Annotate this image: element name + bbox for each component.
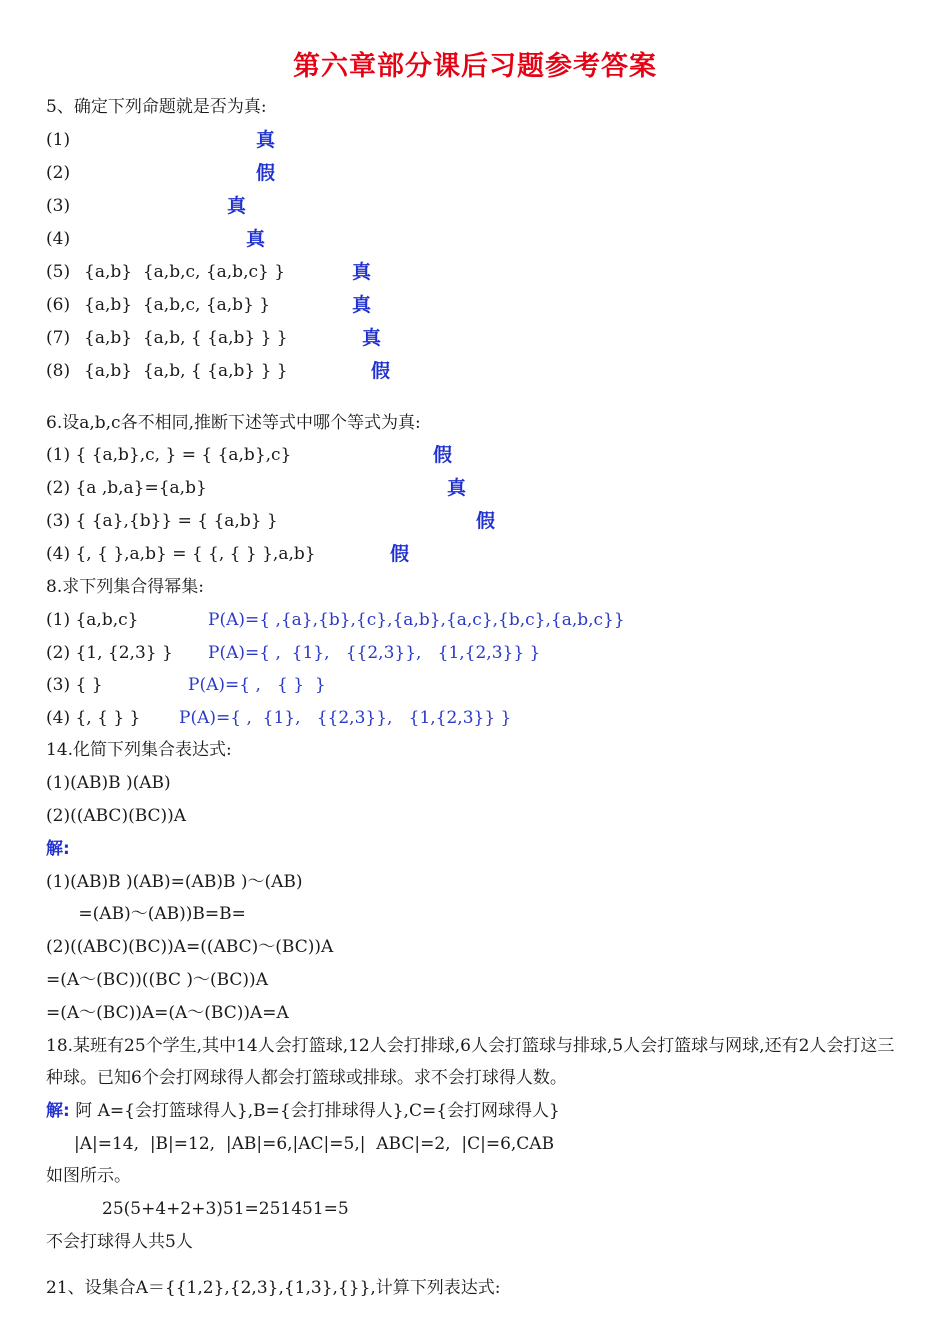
q5-item-2-answer: 假	[256, 162, 276, 184]
q18-solve-line	[46, 1100, 560, 1122]
q5-item-8-expr: {a,b} {a,b, { {a,b} } }	[84, 361, 288, 381]
q14-line-2: (2)((ABC)(BC))A	[46, 806, 187, 826]
q5-item-1-answer: 真	[256, 129, 276, 151]
q14-solution-3: (2)((ABC)(BC))A=((ABC)～(BC))A	[46, 937, 334, 957]
q14-solution-1: (1)(AB)B )(AB)=(AB)B )～(AB)	[46, 872, 303, 892]
q6-item-1-answer: 假	[433, 444, 453, 466]
q8-item-3: (3) { }	[46, 675, 103, 695]
q5-item-7-answer: 真	[362, 327, 382, 349]
q14-heading: 14.化简下列集合表达式:	[46, 740, 232, 760]
q8-item-1: (1) {a,b,c}	[46, 610, 139, 630]
q5-item-6-answer: 真	[352, 294, 372, 316]
q5-item-4-answer: 真	[246, 228, 266, 250]
q8-item-4-answer: P(A)={ , {1}, {{2,3}}, {1,{2,3}} }	[179, 708, 512, 728]
page-title: 第六章部分课后习题参考答案	[293, 51, 657, 82]
q5-item-8-answer: 假	[371, 360, 391, 382]
q5-item-5-expr: {a,b} {a,b,c, {a,b,c} }	[84, 262, 286, 282]
q8-item-3-answer: P(A)={ , { } }	[188, 675, 326, 695]
q18-solve-text: 阿 A={会打篮球得人},B={会打排球得人},C={会打网球得人}	[75, 1101, 560, 1121]
q5-item-1-label: (1)	[46, 130, 71, 150]
q5-item-7-label: (7)	[46, 328, 71, 348]
q14-line-1: (1)(AB)B )(AB)	[46, 773, 171, 793]
q14-solution-5: =(A～(BC))A=(A～(BC))A=A	[46, 1003, 289, 1023]
q21-heading: 21、设集合A＝{{1,2},{2,3},{1,3},{}},计算下列表达式:	[46, 1278, 501, 1298]
q6-item-1: (1) { {a,b},c, } = { {a,b},c}	[46, 445, 292, 465]
q6-item-4-answer: 假	[390, 543, 410, 565]
q5-item-8-label: (8)	[46, 361, 71, 381]
q5-heading: 5、确定下列命题就是否为真:	[46, 97, 267, 117]
q6-item-2: (2) {a ,b,a}={a,b}	[46, 478, 207, 498]
q5-item-5-label: (5)	[46, 262, 71, 282]
q5-item-3-label: (3)	[46, 196, 71, 216]
q14-solution-2: =(AB)～(AB))B=B=	[46, 904, 246, 924]
q8-heading: 8.求下列集合得幂集:	[46, 577, 204, 597]
q8-item-2: (2) {1, {2,3} }	[46, 643, 173, 663]
q14-solution-4: =(A～(BC))((BC )～(BC))A	[46, 970, 268, 990]
q18-calc: 25(5+4+2+3)51=251451=5	[102, 1199, 349, 1219]
q5-item-2-label: (2)	[46, 163, 71, 183]
q5-item-6-label: (6)	[46, 295, 71, 315]
q6-item-3: (3) { {a},{b}} = { {a,b} }	[46, 511, 278, 531]
q18-conclusion: 不会打球得人共5人	[46, 1232, 193, 1252]
q6-heading: 6.设a,b,c各不相同,推断下述等式中哪个等式为真:	[46, 413, 421, 433]
q5-item-4-label: (4)	[46, 229, 71, 249]
q5-item-6-expr: {a,b} {a,b,c, {a,b} }	[84, 295, 271, 315]
q5-item-3-answer: 真	[227, 195, 247, 217]
q18-text: 18.某班有25个学生,其中14人会打篮球,12人会打排球,6人会打篮球与排球,5人会打篮球与网球,还有2人会打这三种球。已知6个会打网球得人都会打篮球或排球。求不会打球得人数。	[46, 1036, 895, 1088]
q6-item-2-answer: 真	[447, 477, 467, 499]
q8-item-1-answer: P(A)={ ,{a},{b},{c},{a,b},{a,c},{b,c},{a,b,c}}	[208, 610, 625, 630]
q18-solve-label: 解:	[46, 1101, 70, 1121]
q8-item-2-answer: P(A)={ , {1}, {{2,3}}, {1,{2,3}} }	[208, 643, 541, 663]
q5-item-5-answer: 真	[352, 261, 372, 283]
q6-item-4: (4) {, { },a,b} = { {, { } },a,b}	[46, 544, 316, 564]
q18-figure-note: 如图所示。	[46, 1166, 131, 1186]
q6-item-3-answer: 假	[476, 510, 496, 532]
q5-item-7-expr: {a,b} {a,b, { {a,b} } }	[84, 328, 288, 348]
q18-counts: |A|=14, |B|=12, |AB|=6,|AC|=5,| ABC|=2, |C|=6,CAB	[74, 1134, 555, 1154]
q8-item-4: (4) {, { } }	[46, 708, 141, 728]
q14-solve-label: 解:	[46, 839, 70, 859]
